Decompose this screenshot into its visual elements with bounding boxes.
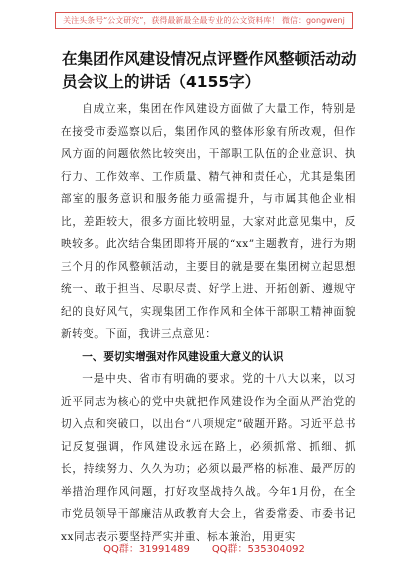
section-heading: 一、要切实增强对作风建设重大意义的认识: [82, 350, 284, 363]
footer-qq-group-2: QQ群：535304092: [211, 544, 305, 555]
document-body: [61, 98, 356, 548]
document-title: 在集团作风建设情况点评暨作风整顿活动动员会议上的讲话（4155字）: [62, 50, 357, 91]
footer-qq-group-1: QQ群：31991489: [103, 544, 190, 555]
section-paragraph: 一是中央、省市有明确的要求。党的十八大以来，以习近平同志为核心的党中央就把作风建设作为全面从严治党的切入点和突破口，以出台“八项规定”破题开路。习近平总书记反复强调，作风建设永远在路上，必须抓常、抓细、抓长，持续努力、久久为功；必须以最严格的标准、最严厉的举措治理作风问题，打好攻坚战持久战。今年1月份，在全市党员领导干部廉洁从政教育大会上，省委常委、市委书记xx同志表示要坚持严实并重、标本兼治，用更实: [61, 373, 356, 543]
footer-contact: [0, 543, 408, 557]
promo-banner-wrap: [0, 8, 408, 29]
promo-banner: 关注头条号“公文研究”，获得最新最全最专业的公文资料库！ 微信：gongwenj: [55, 12, 353, 29]
intro-paragraph: 自成立来，集团在作风建设方面做了大量工作，特别是在接受市委巡察以后，集团作风的整体形象有所改观，但作风方面的问题依然比较突出，干部职工队伍的企业意识、执行力、工作效率、工作质量、精气神和责任心，尤其是集团部室的服务意识和服务能力亟需提升，与市属其他企业相比，差距较大，很多方面比较明显，大家对此意见集中，反映较多。此次结合集团即将开展的“xx”主题教育，进行为期三个月的作风整顿活动，主要目的就是要在集团树立起思想统一、敢于担当、尽职尽责、好学上进、开拓创新、遵规守纪的良好风气，实现集团工作作风和全体干部职工精神面貌新转变。下面，我讲三点意见：: [61, 103, 356, 340]
